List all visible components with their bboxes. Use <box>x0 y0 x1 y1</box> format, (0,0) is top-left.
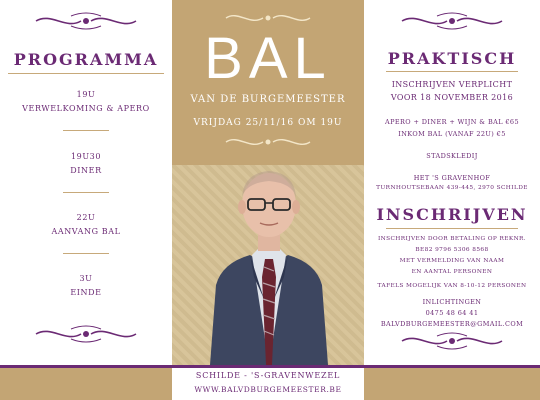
registration-title: INSCHRIJVEN <box>376 205 528 224</box>
footer-band <box>0 368 172 400</box>
program-title: PROGRAMMA <box>13 50 159 69</box>
program-time: 22U <box>76 213 96 222</box>
event-subtitle: VAN DE BURGEMEESTER <box>190 94 346 105</box>
venue-name: HET 'S GRAVENHOF <box>413 174 491 182</box>
program-label: DINER <box>70 166 102 175</box>
event-title: BAL <box>204 26 332 91</box>
footer-band <box>364 368 540 400</box>
divider <box>63 192 109 193</box>
divider <box>8 73 164 74</box>
price-ball: INKOM BAL (VANAF 22U) €5 <box>398 130 506 138</box>
flourish-ornament-icon <box>218 10 318 26</box>
practical-panel <box>364 0 540 400</box>
registration-deadline: VOOR 18 NOVEMBER 2016 <box>390 93 514 102</box>
program-time: 19U30 <box>70 152 102 161</box>
divider <box>63 130 109 131</box>
price-full: APERO + DINER + WIJN & BAL €65 <box>384 118 520 126</box>
payment-note: EN AANTAL PERSONEN <box>411 269 493 275</box>
dresscode: STADSKLEDIJ <box>426 152 478 160</box>
program-label: EINDE <box>70 288 102 297</box>
event-date: VRIJDAG 25/11/16 OM 19U <box>193 118 343 128</box>
program-item <box>0 88 172 116</box>
payment-line: INSCHRIJVEN DOOR BETALING OP REKNR. <box>377 236 527 242</box>
program-item <box>0 150 172 178</box>
portrait-photo-icon <box>208 167 330 365</box>
program-label: AANVANG BAL <box>51 227 121 236</box>
flourish-ornament-icon <box>218 134 318 150</box>
flourish-ornament-icon <box>392 12 512 30</box>
registration-line: INSCHRIJVEN VERPLICHT <box>391 80 513 89</box>
divider <box>386 71 518 72</box>
divider <box>386 228 518 229</box>
program-time: 19U <box>76 90 96 99</box>
table-info: TAFELS MOGELIJK VAN 8-10-12 PERSONEN <box>377 283 527 289</box>
program-time: 3U <box>79 274 93 283</box>
phone-number: 0475 48 64 41 <box>425 309 479 317</box>
divider <box>63 253 109 254</box>
practical-title: PRAKTISCH <box>387 49 517 68</box>
flourish-ornament-icon <box>26 325 146 343</box>
account-number: BE82 9796 5306 8568 <box>415 247 489 253</box>
venue-address: TURNHOUTSEBAAN 439-445, 2970 SCHILDE <box>376 185 528 191</box>
title-panel <box>172 0 364 400</box>
payment-note: MET VERMELDING VAN NAAM <box>399 258 505 264</box>
info-title: INLICHTINGEN <box>422 298 482 306</box>
program-item <box>0 211 172 239</box>
divider <box>172 365 364 368</box>
flourish-ornament-icon <box>26 12 146 30</box>
email-link[interactable]: BALVDBURGEMEESTER@GMAIL.COM <box>380 320 524 328</box>
event-place: SCHILDE - 'S-GRAVENWEZEL <box>195 371 341 380</box>
flourish-ornament-icon <box>392 332 512 350</box>
program-label: VERWELKOMING & APERO <box>22 104 150 113</box>
program-panel <box>0 0 172 400</box>
program-item <box>0 272 172 300</box>
website-link[interactable]: WWW.BALVDBURGEMEESTER.BE <box>194 385 342 394</box>
